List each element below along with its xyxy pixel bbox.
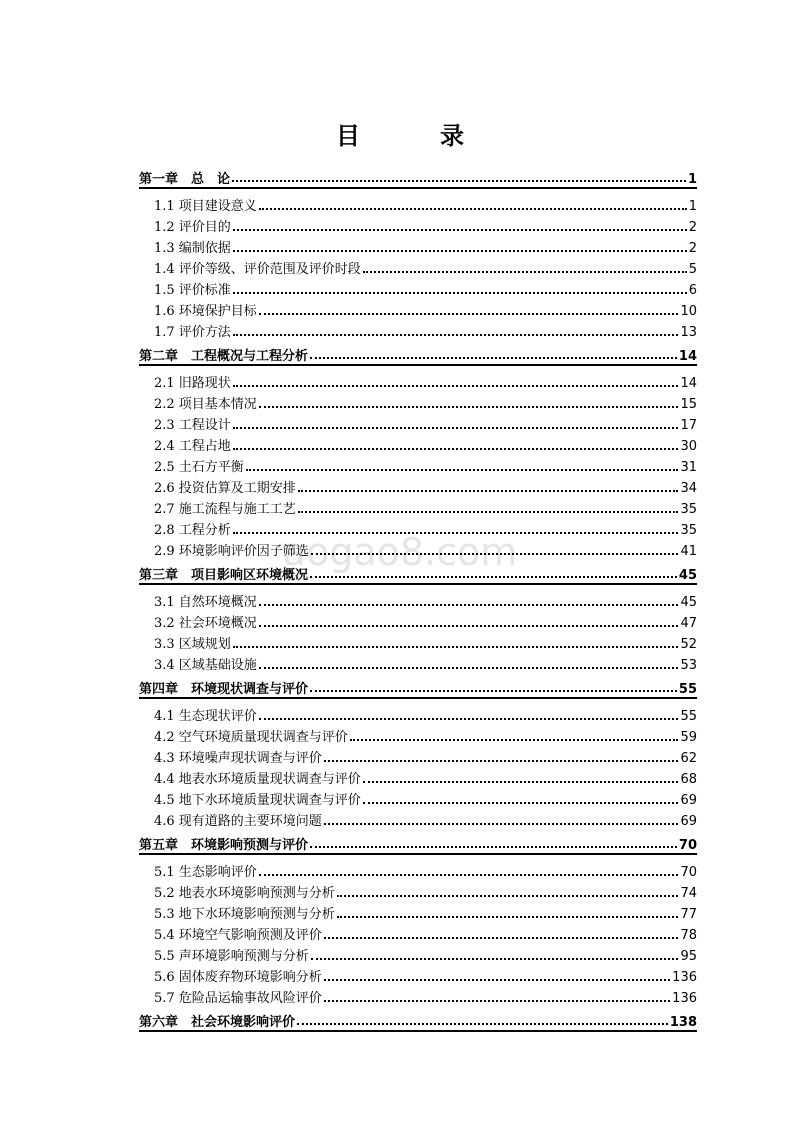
toc-page-number: 6 bbox=[688, 283, 697, 298]
toc-page-number: 136 bbox=[672, 970, 697, 985]
toc-entry-label: 2.7 施工流程与施工工艺 bbox=[154, 502, 296, 517]
toc-section-entry[interactable] bbox=[139, 433, 697, 454]
toc-page-number: 52 bbox=[680, 637, 697, 652]
dot-leader bbox=[232, 180, 686, 182]
toc-entry-label: 4.6 现有道路的主要环境问题 bbox=[154, 814, 322, 829]
dot-leader bbox=[233, 427, 679, 429]
toc-section-entry[interactable] bbox=[139, 787, 697, 808]
toc-page-number: 10 bbox=[680, 304, 697, 319]
dot-leader bbox=[297, 1023, 668, 1025]
toc-entry-label: 5.2 地表水环境影响预测与分析 bbox=[154, 886, 335, 901]
toc-entry-label: 5.7 危险品运输事故风险评价 bbox=[154, 991, 322, 1006]
toc-section-entry[interactable] bbox=[139, 922, 697, 943]
toc-section-entry[interactable] bbox=[139, 391, 697, 412]
toc-section-entry[interactable] bbox=[139, 370, 697, 391]
toc-entry-label: 4.4 地表水环境质量现状调查与评价 bbox=[154, 772, 361, 787]
toc-page-number: 34 bbox=[680, 481, 697, 496]
toc-page-number: 77 bbox=[680, 907, 697, 922]
toc-section-entry[interactable] bbox=[139, 517, 697, 538]
toc-section-entry[interactable] bbox=[139, 589, 697, 610]
toc-entry-label: 1.3 编制依据 bbox=[154, 241, 231, 256]
toc-page-number: 1 bbox=[687, 172, 697, 187]
toc-page-number: 17 bbox=[680, 418, 697, 433]
toc-entry-label: 4.2 空气环境质量现状调查与评价 bbox=[154, 730, 348, 745]
dot-leader bbox=[233, 292, 687, 294]
dot-leader bbox=[233, 448, 679, 450]
toc-chapter-entry[interactable] bbox=[139, 163, 697, 189]
toc-page-number: 95 bbox=[680, 949, 697, 964]
dot-leader bbox=[259, 874, 679, 876]
toc-entry-label: 3.1 自然环境概况 bbox=[154, 595, 257, 610]
toc-section-entry[interactable] bbox=[139, 880, 697, 901]
toc-entry-label: 第一章 总 论 bbox=[139, 172, 231, 187]
toc-page-number: 35 bbox=[680, 523, 697, 538]
toc-section-entry[interactable] bbox=[139, 745, 697, 766]
toc-page-number: 41 bbox=[680, 544, 697, 559]
toc-section-entry[interactable] bbox=[139, 454, 697, 475]
toc-entry-label: 1.2 评价目的 bbox=[154, 220, 231, 235]
toc-section-entry[interactable] bbox=[139, 610, 697, 631]
toc-section-entry[interactable] bbox=[139, 277, 697, 298]
toc-section-entry[interactable] bbox=[139, 703, 697, 724]
dot-leader bbox=[298, 511, 679, 513]
dot-leader bbox=[324, 979, 670, 981]
toc-page-number: 59 bbox=[680, 730, 697, 745]
toc-section-entry[interactable] bbox=[139, 964, 697, 985]
toc-entry-label: 1.1 项目建设意义 bbox=[154, 199, 257, 214]
dot-leader bbox=[259, 718, 679, 720]
toc-entry-label: 第四章 环境现状调查与评价 bbox=[139, 682, 309, 697]
toc-page-number: 30 bbox=[680, 439, 697, 454]
toc-page-number: 69 bbox=[680, 814, 697, 829]
dot-leader bbox=[259, 406, 679, 408]
dot-leader bbox=[259, 625, 679, 627]
dot-leader bbox=[324, 1000, 670, 1002]
toc-section-entry[interactable] bbox=[139, 256, 697, 277]
toc-entry-label: 3.4 区域基础设施 bbox=[154, 658, 257, 673]
toc-entry-label: 5.3 地下水环境影响预测与分析 bbox=[154, 907, 335, 922]
toc-entry-label: 4.1 生态现状评价 bbox=[154, 709, 257, 724]
toc-entry-label: 2.9 环境影响评价因子筛选 bbox=[154, 544, 309, 559]
dot-leader bbox=[363, 781, 679, 783]
toc-entry-label: 第六章 社会环境影响评价 bbox=[139, 1015, 296, 1030]
toc-section-entry[interactable] bbox=[139, 808, 697, 829]
dot-leader bbox=[324, 760, 679, 762]
toc-section-entry[interactable] bbox=[139, 298, 697, 319]
toc-entry-label: 4.3 环境噪声现状调查与评价 bbox=[154, 751, 322, 766]
toc-entry-label: 2.6 投资估算及工期安排 bbox=[154, 481, 296, 496]
toc-page-number: 1 bbox=[688, 199, 697, 214]
toc-chapter-entry[interactable] bbox=[139, 829, 697, 855]
toc-page-number: 45 bbox=[680, 595, 697, 610]
toc-entry-label: 1.7 评价方法 bbox=[154, 325, 231, 340]
toc-page-number: 136 bbox=[672, 991, 697, 1006]
dot-leader bbox=[324, 937, 679, 939]
toc-page-number: 53 bbox=[680, 658, 697, 673]
toc-section-entry[interactable] bbox=[139, 496, 697, 517]
toc-entry-label: 2.3 工程设计 bbox=[154, 418, 231, 433]
dot-leader bbox=[246, 469, 679, 471]
dot-leader bbox=[233, 532, 679, 534]
table-of-contents bbox=[139, 163, 697, 1036]
toc-page-number: 70 bbox=[680, 865, 697, 880]
dot-leader bbox=[310, 846, 677, 848]
dot-leader bbox=[337, 895, 679, 897]
toc-page-number: 69 bbox=[680, 793, 697, 808]
dot-leader bbox=[259, 667, 679, 669]
toc-section-entry[interactable] bbox=[139, 475, 697, 496]
toc-section-entry[interactable] bbox=[139, 214, 697, 235]
toc-section-entry[interactable] bbox=[139, 859, 697, 880]
toc-page-number: 15 bbox=[680, 397, 697, 412]
toc-entry-label: 3.2 社会环境概况 bbox=[154, 616, 257, 631]
toc-page-number: 70 bbox=[678, 838, 697, 853]
dot-leader bbox=[259, 604, 679, 606]
toc-page-number: 45 bbox=[678, 568, 697, 583]
toc-page-number: 31 bbox=[680, 460, 697, 475]
dot-leader bbox=[311, 553, 679, 555]
toc-page-number: 14 bbox=[678, 349, 697, 364]
toc-section-entry[interactable] bbox=[139, 538, 697, 559]
watermark: aogao8.com bbox=[282, 530, 518, 574]
toc-section-entry[interactable] bbox=[139, 319, 697, 340]
toc-page-number: 62 bbox=[680, 751, 697, 766]
toc-entry-label: 第五章 环境影响预测与评价 bbox=[139, 838, 309, 853]
toc-chapter-entry[interactable] bbox=[139, 1006, 697, 1032]
toc-entry-label: 2.2 项目基本情况 bbox=[154, 397, 257, 412]
toc-page-number: 2 bbox=[688, 241, 697, 256]
toc-entry-label: 5.5 声环境影响预测与分析 bbox=[154, 949, 309, 964]
dot-leader bbox=[259, 313, 679, 315]
toc-section-entry[interactable] bbox=[139, 412, 697, 433]
toc-entry-label: 2.1 旧路现状 bbox=[154, 376, 231, 391]
toc-entry-label: 5.1 生态影响评价 bbox=[154, 865, 257, 880]
dot-leader bbox=[363, 271, 687, 273]
dot-leader bbox=[233, 385, 679, 387]
toc-section-entry[interactable] bbox=[139, 652, 697, 673]
toc-page-number: 47 bbox=[680, 616, 697, 631]
toc-page-number: 55 bbox=[678, 682, 697, 697]
toc-page-number: 13 bbox=[680, 325, 697, 340]
page-title: 目 录 bbox=[336, 121, 492, 150]
toc-page-number: 68 bbox=[680, 772, 697, 787]
dot-leader bbox=[233, 646, 679, 648]
toc-entry-label: 4.5 地下水环境质量现状调查与评价 bbox=[154, 793, 361, 808]
dot-leader bbox=[310, 690, 677, 692]
toc-section-entry[interactable] bbox=[139, 985, 697, 1006]
dot-leader bbox=[337, 916, 679, 918]
dot-leader bbox=[311, 958, 679, 960]
toc-section-entry[interactable] bbox=[139, 943, 697, 964]
toc-section-entry[interactable] bbox=[139, 901, 697, 922]
toc-page-number: 78 bbox=[680, 928, 697, 943]
toc-entry-label: 5.6 固体废弃物环境影响分析 bbox=[154, 970, 322, 985]
toc-page-number: 138 bbox=[669, 1015, 697, 1030]
toc-page-number: 2 bbox=[688, 220, 697, 235]
toc-entry-label: 1.6 环境保护目标 bbox=[154, 304, 257, 319]
dot-leader bbox=[310, 576, 677, 578]
dot-leader bbox=[233, 229, 687, 231]
toc-chapter-entry[interactable] bbox=[139, 673, 697, 699]
dot-leader bbox=[233, 250, 687, 252]
toc-chapter-entry[interactable] bbox=[139, 559, 697, 585]
toc-page-number: 74 bbox=[680, 886, 697, 901]
toc-entry-label: 第二章 工程概况与工程分析 bbox=[139, 349, 309, 364]
toc-page-number: 14 bbox=[680, 376, 697, 391]
toc-chapter-entry[interactable] bbox=[139, 340, 697, 366]
toc-entry-label: 1.4 评价等级、评价范围及评价时段 bbox=[154, 262, 361, 277]
dot-leader bbox=[310, 357, 677, 359]
dot-leader bbox=[233, 334, 679, 336]
toc-entry-label: 2.8 工程分析 bbox=[154, 523, 231, 538]
toc-page-number: 55 bbox=[680, 709, 697, 724]
dot-leader bbox=[324, 823, 679, 825]
toc-entry-label: 1.5 评价标准 bbox=[154, 283, 231, 298]
toc-entry-label: 3.3 区域规划 bbox=[154, 637, 231, 652]
toc-entry-label: 第三章 项目影响区环境概况 bbox=[139, 568, 309, 583]
dot-leader bbox=[298, 490, 679, 492]
toc-page-number: 5 bbox=[688, 262, 697, 277]
toc-entry-label: 2.5 土石方平衡 bbox=[154, 460, 244, 475]
dot-leader bbox=[363, 802, 679, 804]
toc-section-entry[interactable] bbox=[139, 235, 697, 256]
toc-section-entry[interactable] bbox=[139, 724, 697, 745]
dot-leader bbox=[350, 739, 679, 741]
toc-section-entry[interactable] bbox=[139, 193, 697, 214]
toc-section-entry[interactable] bbox=[139, 766, 697, 787]
toc-entry-label: 5.4 环境空气影响预测及评价 bbox=[154, 928, 322, 943]
toc-section-entry[interactable] bbox=[139, 631, 697, 652]
dot-leader bbox=[259, 208, 687, 210]
toc-entry-label: 2.4 工程占地 bbox=[154, 439, 231, 454]
toc-page-number: 35 bbox=[680, 502, 697, 517]
